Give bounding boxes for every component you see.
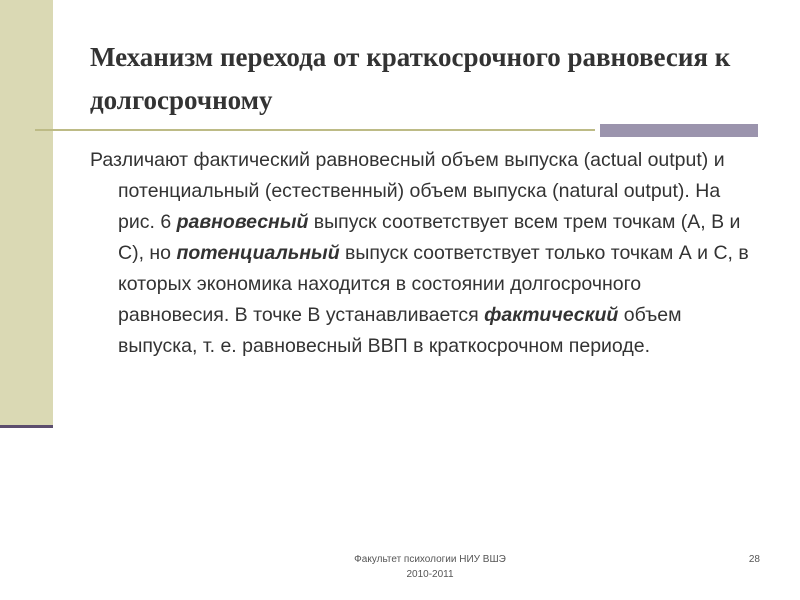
body-text-part-4: объем выпуска, т. е. равновесный ВВП в краткосрочном периоде. (118, 304, 682, 357)
body-paragraph (90, 145, 750, 362)
body-text-part-2: выпуск соответствует всем трем точкам (А, В и С), но (118, 211, 741, 264)
emphasis-actual: фактический (484, 304, 619, 326)
title-underline-rule (35, 129, 595, 131)
slide-title: Механизм перехода от краткосрочного равновесия к долгосрочному (90, 42, 731, 115)
footer-years: 2010-2011 (406, 569, 454, 580)
left-band-edge-line (0, 425, 53, 428)
body-text-part-3: выпуск соответствует только точкам А и С, в которых экономика находится в состоянии долгосрочного равновесия. В точке В устанавливается (118, 242, 749, 326)
slide-footer (320, 552, 540, 582)
title-accent-bar (600, 124, 758, 137)
slide-body (90, 145, 750, 362)
slide-number: 28 (748, 554, 760, 565)
emphasis-potential: потенциальный (176, 242, 340, 264)
left-decorative-band (0, 0, 53, 426)
body-text-part-1: Различают фактический равновесный объем выпуска (actual output) и потенциальный (естественный) объем выпуска (natural output). На рис. 6 (90, 149, 725, 233)
emphasis-equilibrium: равновесный (176, 211, 309, 233)
footer-faculty: Факультет психологии НИУ ВШЭ (354, 554, 506, 565)
